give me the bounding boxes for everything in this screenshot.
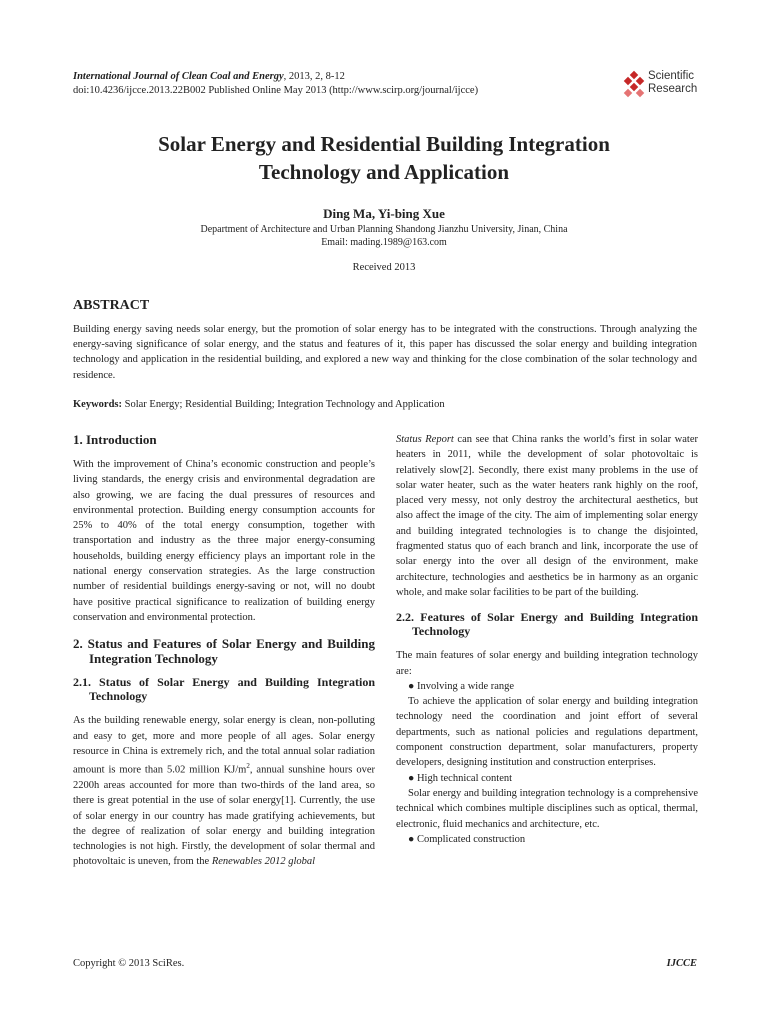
title-line-2: Technology and Application [258,160,510,184]
title-line-1: Solar Energy and Residential Building Integration [158,132,610,156]
publisher-logo-icon [622,72,646,96]
status-report-italic: Status Report [396,434,454,445]
technical-content-paragraph: Solar energy and building integration technology is a comprehensive technical which combines multiple disciplines such as optical, thermal, electronic, fluid mechanics and architecture, etc. [396,787,698,830]
status-paragraph-continued [396,432,698,600]
footer-journal: IJCCE [666,958,697,969]
left-column [73,432,375,870]
affiliation-block [74,223,694,249]
scientific-research-logo [622,70,702,98]
bullet-wide-range: ● Involving a wide range [408,680,515,692]
email: Email: mading.1989@163.com [321,237,447,248]
journal-name: International Journal of Clean Coal and Energy [73,71,284,82]
subsection-heading-2-2: 2.2. Features of Solar Energy and Building Integration Technology [396,610,698,639]
received-date: Received 2013 [352,262,416,273]
journal-issue: , 2013, 2, 8-12 [283,71,345,82]
introduction-paragraph: With the improvement of China’s economic construction and people’s living standards, the energy crisis and environmental degradation are also growing, we are facing the dual pressures of resources and environmental protection. Building energy consumption accounts for 25% to 40% of the total energy consumption, together with transportation and industry as the three major energy-consuming households, building energy efficiency plays an important role in the national energy conservation strategies. As the large construction number of residential buildings energy-saving or not, will no doubt have positive practical significance to realization of building energy conservation and environmental protection. [73,459,375,623]
authors: Ding Ma, Yi-bing Xue [323,206,445,221]
features-intro: The main features of solar energy and building integration technology are: [396,650,698,677]
status-continued-text: can see that China ranks the world’s first in solar water heaters in 2011, while the development of solar photovoltaic is relatively slow[2]. Secondly, there exist many problems in the use of solar water heater, such as the water heaters rank highly on the roof, placed very messy, not only destroy the architectural aesthetics, but also affect the image of the city. The aim of implementing solar energy and building integrated technologies is to change the disjointed, fragmented status quo of each branch and link, incorporate the use of solar energy into the over all design of the environment, make architecture, technologies and aesthetics be in harmony as an organic whole, and make solar facilities to be part of the building. [396,434,699,598]
keywords [73,398,697,412]
section-heading-2: 2. Status and Features of Solar Energy and Building Integration Technology [73,636,375,667]
keywords-text: Solar Energy; Residential Building; Integration Technology and Application [122,399,445,410]
right-column [396,432,698,847]
logo-text-line1: Scientific [648,70,695,82]
keywords-label: Keywords: [73,399,122,410]
section-heading-introduction: 1. Introduction [73,432,157,447]
logo-text-line2: Research [648,83,698,95]
abstract-heading: ABSTRACT [73,298,150,313]
superscript: 2 [246,762,250,771]
bullet-complicated-construction: ● Complicated construction [408,833,526,845]
status-text-italic: Renewables 2012 global [211,856,316,868]
page-footer [73,958,697,969]
paper-title [74,130,694,186]
status-paragraph [73,713,375,869]
doi-line: doi:10.4236/ijcce.2013.22B002 Published Online May 2013 (http://www.scirp.org/journal/ijcce) [73,85,479,96]
journal-header [73,70,593,98]
subsection-heading-2-1: 2.1. Status of Solar Energy and Building Integration Technology [73,675,375,704]
status-text-b: , annual sunshine hours over 2200h areas accounted for more than two-thirds of the land area, so there is great potential in the use of solar energy[1]. Currently, the use of solar energy in our country has made gratifying achievements, but the degree of realization of solar energy and building integration technologies is not high. Firstly, the development of solar thermal and photovoltaic is uneven, from the [73,764,375,868]
wide-range-paragraph: To achieve the application of solar energy and building integration technology need the coordination and joint effort of several departments, such as national policies and regulations department, component construction department, solar manufacturers, property developers, designing institution and construction enterprises. [396,696,698,769]
status-text-a: As the building renewable energy, solar energy is clean, non-polluting and easy to get, more and more people of all ages. Solar energy resource in China is extremely rich, and the total annual solar radiation amount is more than 5.02 million KJ/m [73,715,375,776]
abstract-text: Building energy saving needs solar energy, but the promotion of solar energy has to be integrated with the constructions. Through analyzing the energy-saving significance of solar energy, and the status and features of it, this paper has discussed the solar energy and building integration technology and application in the residential building, and explored a new way and thinking for the close combination of the solar technology and residence. [73,324,697,381]
affiliation: Department of Architecture and Urban Planning Shandong Jianzhu University, Jinan, China [200,224,568,235]
bullet-technical-content: ● High technical content [408,772,513,784]
copyright: Copyright © 2013 SciRes. [73,958,185,969]
